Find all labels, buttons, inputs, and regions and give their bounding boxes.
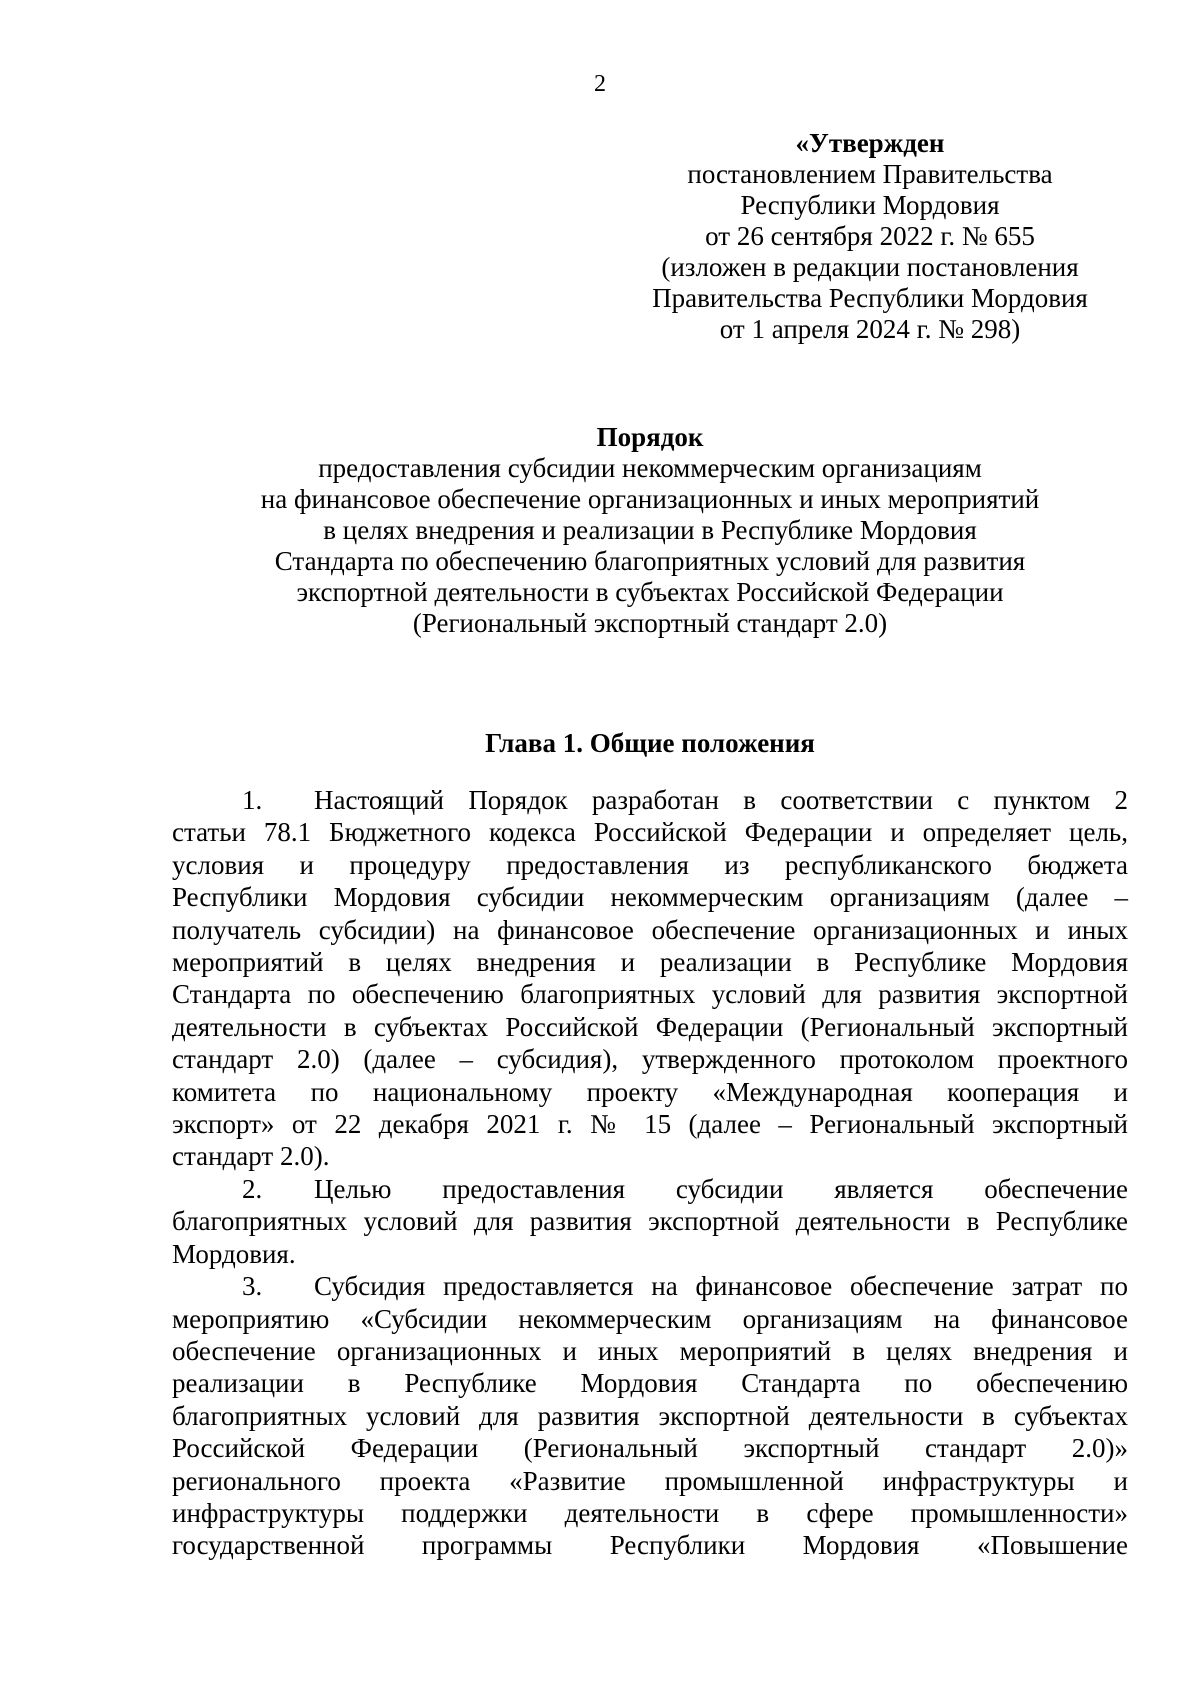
paragraph-line-text: Целью предоставления субсидии является обеспечение (314, 1173, 1128, 1204)
paragraph-2 (172, 1173, 1128, 1270)
paragraph-line: Мордовия. (172, 1238, 296, 1269)
document-title: Порядок (596, 422, 704, 452)
document-subtitle-line: предоставления субсидии некоммерческим организациям (318, 453, 982, 483)
paragraph-line (172, 784, 1128, 816)
paragraph-line: государственной программы Республики Мордовия «Повышение (172, 1530, 1128, 1561)
approval-line: «Утвержден (795, 128, 945, 158)
paragraph-line: стандарт 2.0) (далее – субсидия), утвержденного протоколом проектного (172, 1044, 1128, 1075)
paragraph-line: мероприятию «Субсидии некоммерческим организациям на финансовое (172, 1303, 1128, 1334)
document-subtitle-line: (Региональный экспортный стандарт 2.0) (412, 608, 888, 638)
paragraph-number: 3. (242, 1271, 263, 1302)
paragraph-line: статьи 78.1 Бюджетного кодекса Российской Федерации и определяет цель, (172, 817, 1128, 848)
paragraph-line (172, 1270, 1128, 1302)
approval-line: Правительства Республики Мордовия (652, 283, 1088, 313)
paragraph-number: 1. (242, 785, 263, 815)
paragraph-line: реализации в Республике Мордовия Стандарта по обеспечению (172, 1368, 1128, 1399)
document-subtitle-line: в целях внедрения и реализации в Республике Мордовия (323, 515, 977, 545)
approval-line: Республики Мордовия (740, 190, 1000, 220)
document-subtitle-line: на финансовое обеспечение организационных и иных мероприятий (260, 484, 1040, 514)
page-number: 2 (594, 71, 606, 97)
paragraph-1 (172, 784, 1128, 1173)
approval-line: (изложен в редакции постановления (661, 252, 1079, 282)
document-title-block (170, 422, 1130, 639)
paragraph-line: Стандарта по обеспечению благоприятных условий для развития экспортной (172, 979, 1128, 1010)
paragraph-line: регионального проекта «Развитие промышленной инфраструктуры и (172, 1465, 1128, 1496)
paragraph-number: 2. (242, 1173, 263, 1204)
paragraph-line: благоприятных условий для развития экспортной деятельности в Республике (172, 1206, 1128, 1237)
paragraph-line: инфраструктуры поддержки деятельности в сфере промышленности» (172, 1497, 1128, 1528)
paragraph-line-text: Настоящий Порядок разработан в соответствии с пунктом 2 (314, 785, 1128, 815)
paragraph-line: мероприятий в целях внедрения и реализации в Республике Мордовия (172, 947, 1128, 978)
paragraph-line-text: Субсидия предоставляется на финансовое обеспечение затрат по (314, 1271, 1128, 1302)
paragraph-line: получатель субсидии) на финансовое обеспечение организационных и иных (172, 914, 1128, 945)
chapter-heading: Глава 1. Общие положения (485, 728, 815, 758)
paragraph-3 (172, 1270, 1128, 1562)
paragraph-line: экспорт» от 22 декабря 2021 г. № 15 (далее – Региональный экспортный (172, 1109, 1128, 1140)
paragraph-line: комитета по национальному проекту «Международная кооперация и (172, 1076, 1128, 1107)
paragraph-line (172, 1173, 1128, 1205)
approval-stamp-block (600, 128, 1140, 345)
paragraph-line: благоприятных условий для развития экспортной деятельности в субъектах (172, 1400, 1128, 1431)
approval-line: постановлением Правительства (687, 159, 1053, 189)
paragraph-line: Российской Федерации (Региональный экспортный стандарт 2.0)» (172, 1433, 1128, 1464)
document-subtitle-line: экспортной деятельности в субъектах Российской Федерации (296, 577, 1004, 607)
paragraph-line: стандарт 2.0). (172, 1141, 330, 1172)
paragraph-line: деятельности в субъектах Российской Федерации (Региональный экспортный (172, 1011, 1128, 1042)
approval-line: от 1 апреля 2024 г. № 298) (719, 314, 1021, 344)
approval-line: от 26 сентября 2022 г. № 655 (705, 221, 1035, 251)
paragraph-line: обеспечение организационных и иных мероприятий в целях внедрения и (172, 1335, 1128, 1366)
document-body (172, 784, 1128, 1562)
paragraph-line: Республики Мордовия субсидии некоммерческим организациям (далее – (172, 882, 1128, 913)
paragraph-line: условия и процедуру предоставления из республиканского бюджета (172, 849, 1128, 880)
document-subtitle-line: Стандарта по обеспечению благоприятных условий для развития (274, 546, 1026, 576)
